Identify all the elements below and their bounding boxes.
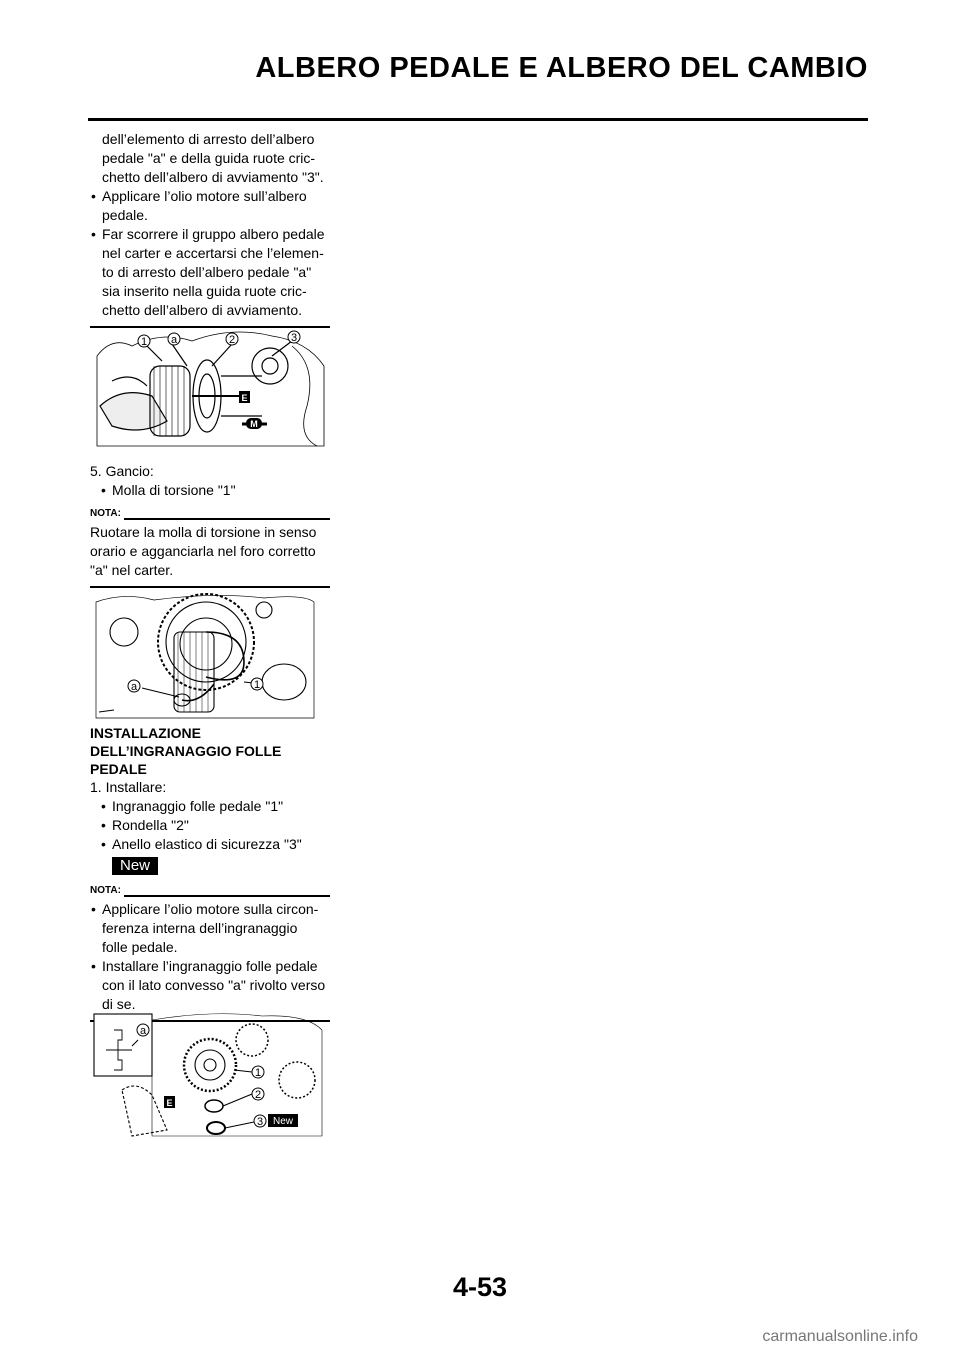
kick-shaft-figure [92, 326, 328, 456]
nota-header: NOTA: [90, 504, 330, 523]
callout-a: a [139, 1025, 147, 1037]
step-item: • Rondella "2" [100, 816, 330, 835]
section-heading: DELL’INGRANAGGIO FOLLE [90, 743, 282, 759]
idle-gear-figure [92, 1010, 324, 1140]
bullet-oil-gear: • Applicare l’olio motore sulla circon- ferenza interna dell’ingranaggio folle pedale. [90, 900, 330, 957]
callout-2: 2 [254, 1089, 262, 1101]
engine-oil-mark: E [241, 393, 248, 403]
step-item: • Molla di torsione "1" [100, 481, 330, 500]
new-part-badge: New [112, 857, 158, 875]
callout-a: a [130, 681, 138, 693]
idle-gear-block [90, 724, 330, 1022]
header-rule [88, 118, 868, 121]
callout-2: 2 [228, 334, 236, 346]
text-line: chetto dell’albero di avviamento "3". [102, 169, 324, 185]
text-line: dell’elemento di arresto dell’albero [102, 131, 315, 147]
page-number: 4-53 [452, 1272, 508, 1302]
torsion-spring-figure [94, 592, 316, 720]
nota-end-rule [90, 586, 330, 588]
section-heading: INSTALLAZIONE [90, 725, 201, 741]
callout-a: a [170, 334, 178, 346]
section-heading: PEDALE [90, 761, 147, 777]
bullet-slide-assembly: • Far scorrere il gruppo albero pedale nel carter e accertarsi che l’elemen- to di arresto dell’albero pedale "a" sia inserito nella guida ruote cric- chetto dell’albero di avviamento. [90, 225, 330, 320]
new-part-badge: New [272, 1116, 294, 1127]
text-line: pedale "a" e della guida ruote cric- [102, 150, 316, 166]
callout-1: 1 [253, 679, 261, 691]
moly-oil-mark: M [250, 419, 258, 429]
page-title: ALBERO PEDALE E ALBERO DEL CAMBIO [255, 52, 868, 84]
nota-line: orario e agganciarla nel foro corretto [90, 543, 316, 559]
nota-header: NOTA: [90, 881, 330, 900]
callout-3: 3 [256, 1116, 264, 1128]
intro-text-block [90, 130, 330, 328]
callout-1: 1 [254, 1067, 262, 1079]
bullet-convex-side: • Installare l’ingranaggio folle pedale con il lato convesso "a" rivolto verso di se. [90, 957, 330, 1014]
engine-oil-mark: E [166, 1098, 173, 1108]
step-5-block [90, 462, 330, 588]
watermark: carmanualsonline.info [762, 1328, 918, 1345]
bullet-oil-shaft: • Applicare l’olio motore sull’albero pedale. [90, 187, 330, 225]
step-title: 1. Installare: [90, 779, 167, 795]
nota-line: "a" nel carter. [90, 562, 174, 578]
nota-line: Ruotare la molla di torsione in senso [90, 524, 317, 540]
callout-3: 3 [290, 332, 298, 344]
step-title: 5. Gancio: [90, 463, 154, 479]
step-item: • Anello elastico di sicurezza "3" [100, 835, 330, 854]
callout-1: 1 [140, 336, 148, 348]
step-item: • Ingranaggio folle pedale "1" [100, 797, 330, 816]
